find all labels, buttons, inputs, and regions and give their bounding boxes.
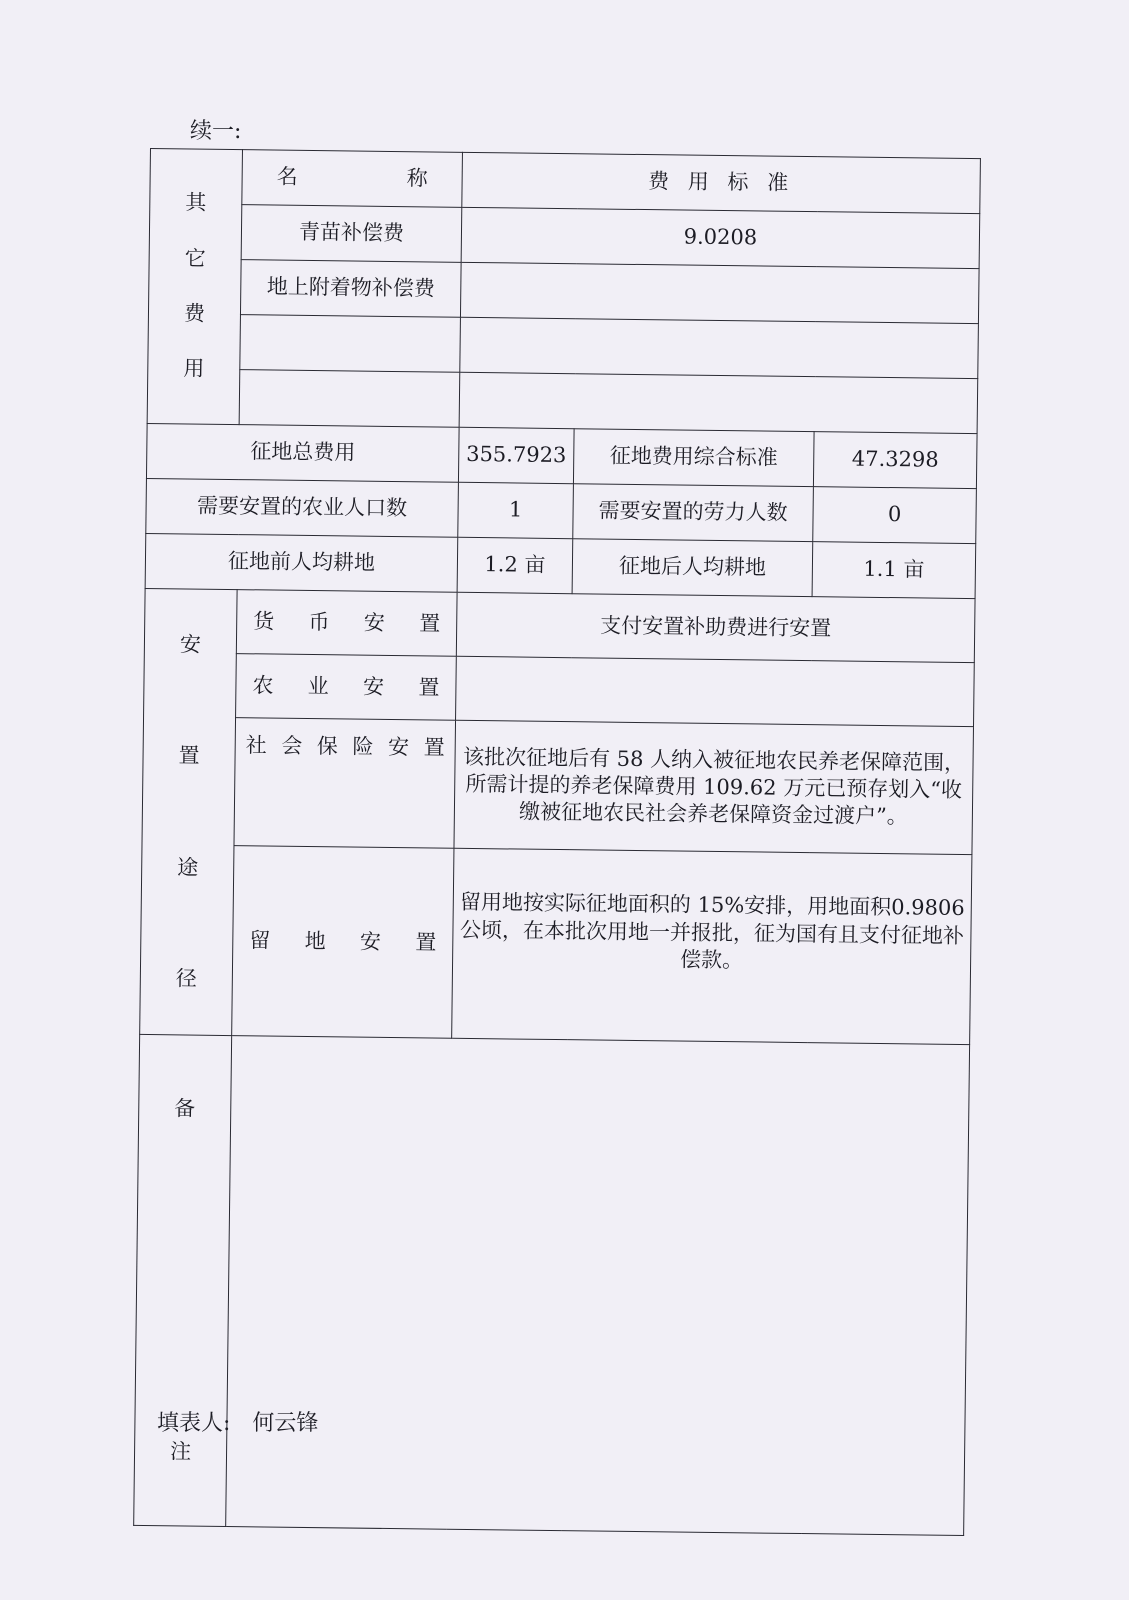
reserved-land-resettlement-label: 留 地 安 置 xyxy=(232,846,454,1039)
agricultural-resettlement-label: 农 业 安 置 xyxy=(236,654,457,721)
fee-name-cell: 青苗补偿费 xyxy=(241,205,462,263)
farmland-after-label: 征地后人均耕地 xyxy=(572,539,813,597)
fee-standard-cell xyxy=(459,372,978,433)
remarks-content xyxy=(226,1036,970,1536)
filler-label: 填表人: xyxy=(157,1411,231,1436)
monetary-resettlement-content: 支付安置补助费进行安置 xyxy=(456,592,975,662)
labor-count-label: 需要安置的劳力人数 xyxy=(573,484,814,542)
resettlement-group-label: 安 置 途 径 xyxy=(140,588,237,1035)
other-fees-group-label: 其 它 费 用 xyxy=(147,149,242,425)
remarks-label: 备 注 xyxy=(134,1035,232,1527)
filler-name: 何云锋 xyxy=(252,1411,319,1436)
farmland-before-value: 1.2 亩 xyxy=(457,537,573,593)
social-insurance-resettlement-label: 社 会 保 险 安 置 xyxy=(234,718,456,849)
continuation-label: 续一: xyxy=(190,119,242,144)
reserved-land-resettlement-content: 留用地按实际征地面积的 15%安排，用地面积0.9806 公顷，在本批次用地一并报批，征为国有且支付征地补偿款。 xyxy=(452,849,972,1045)
composite-standard-value: 47.3298 xyxy=(813,432,977,489)
farmland-before-label: 征地前人均耕地 xyxy=(145,533,458,592)
farmland-after-value: 1.1 亩 xyxy=(812,542,976,599)
monetary-resettlement-label: 货 币 安 置 xyxy=(236,590,457,657)
fee-name-cell xyxy=(239,370,460,428)
agricultural-resettlement-content xyxy=(456,656,975,726)
col-name-header: 名 称 xyxy=(242,150,463,208)
composite-standard-label: 征地费用综合标准 xyxy=(573,429,814,487)
col-standard-header: 费 用 标 准 xyxy=(462,152,981,213)
agri-population-label: 需要安置的农业人口数 xyxy=(146,478,459,537)
total-fee-label: 征地总费用 xyxy=(146,423,459,482)
fee-name-cell: 地上附着物补偿费 xyxy=(240,260,461,318)
total-fee-value: 355.7923 xyxy=(458,427,574,483)
fee-name-cell xyxy=(240,315,461,373)
fee-standard-cell xyxy=(460,317,979,378)
fee-standard-cell: 9.0208 xyxy=(461,207,980,268)
social-insurance-resettlement-content: 该批次征地后有 58 人纳入被征地农民养老保障范围，所需计提的养老保障费用 109.62 万元已预存划入“收缴被征地农民社会养老保障资金过渡户”。 xyxy=(454,720,974,854)
land-acquisition-form xyxy=(133,148,981,1536)
filler-line xyxy=(157,1406,318,1437)
agri-population-value: 1 xyxy=(458,482,574,538)
fee-standard-cell xyxy=(460,262,979,323)
labor-count-value: 0 xyxy=(813,487,977,544)
